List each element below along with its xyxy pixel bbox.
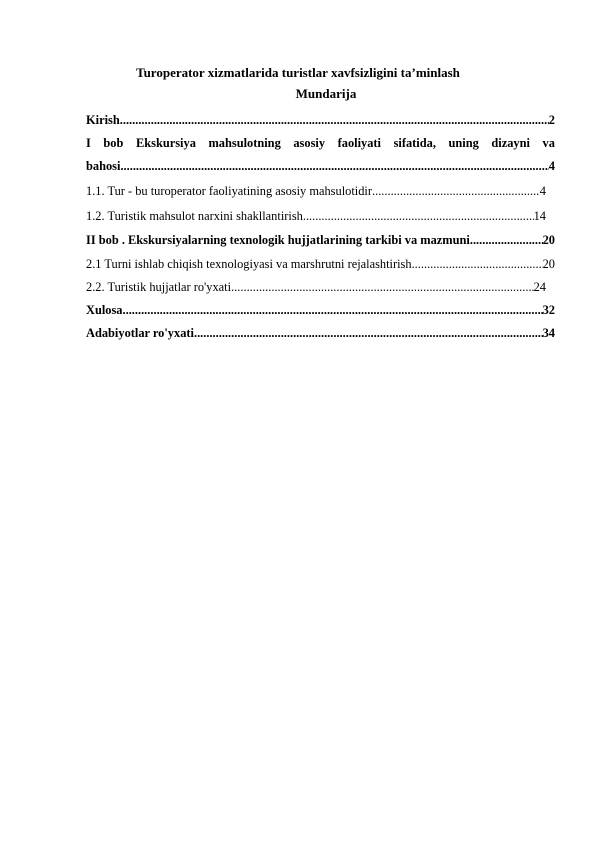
toc-dot-leader (120, 159, 548, 174)
toc-page-number: 20 (542, 257, 555, 271)
toc-entry-label: Xulosa (86, 303, 123, 317)
toc-entry-section-2-2[interactable] (86, 280, 546, 295)
document-title: Turoperator xizmatlarida turistlar xavfsizligini ta’minlash (136, 65, 460, 80)
toc-page-number: 34 (542, 326, 555, 340)
toc-entry-section-1-2[interactable] (86, 209, 546, 224)
toc-word: bob (103, 136, 124, 150)
toc-heading: Mundarija (295, 86, 357, 101)
toc-entry-conclusion[interactable] (86, 303, 555, 318)
toc-entry-label: 2.1 Turni ishlab chiqish texnologiyasi va marshrutni rejalashtirish (86, 257, 412, 271)
toc-page-number: 4 (548, 159, 555, 173)
toc-entry-section-1-1[interactable] (86, 184, 546, 199)
toc-entry-chapter2[interactable] (86, 233, 555, 248)
toc-word: uning (448, 136, 479, 150)
toc-entry-section-2-1[interactable] (86, 257, 555, 272)
toc-word: asosiy (293, 136, 326, 150)
toc-page-number: 4 (539, 184, 546, 198)
toc-dot-leader (194, 326, 543, 341)
toc-entry-chapter1-line2[interactable] (86, 159, 555, 174)
toc-word: dizayni (491, 136, 530, 150)
toc-entry-references[interactable] (86, 326, 555, 341)
toc-word: va (542, 136, 555, 150)
toc-dot-leader (303, 209, 534, 224)
toc-dot-leader (123, 303, 543, 318)
toc-page-number: 14 (533, 209, 546, 223)
toc-entry-intro[interactable] (86, 113, 555, 128)
toc-dot-leader (470, 233, 543, 248)
toc-word: faoliyati (337, 136, 381, 150)
toc-dot-leader (120, 113, 549, 128)
toc-page-number: 2 (548, 113, 555, 127)
toc-word: sifatida, (393, 136, 436, 150)
toc-entry-chapter1-line1[interactable] (86, 136, 555, 151)
toc-word: Ekskursiya (135, 136, 196, 150)
toc-page-number: 32 (542, 303, 555, 317)
toc-entry-label: Adabiyotlar ro'yxati (86, 326, 194, 340)
toc-entry-label: bahosi (86, 159, 121, 173)
toc-dot-leader (231, 280, 534, 295)
toc-word: mahsulotning (208, 136, 281, 150)
toc-entry-label: 1.2. Turistik mahsulot narxini shakllantirish (86, 209, 303, 223)
toc-entry-label: Kirish (86, 113, 120, 127)
toc-entry-label: II bob . Ekskursiyalarning texnologik hujjatlarining tarkibi va mazmuni (86, 233, 470, 247)
toc-dot-leader (372, 184, 540, 199)
toc-word: I (86, 136, 91, 150)
toc-entry-label: 1.1. Tur - bu turoperator faoliyatining asosiy mahsulotidir (86, 184, 372, 198)
toc-page-number: 20 (542, 233, 555, 247)
toc-dot-leader (412, 257, 543, 272)
toc-page-number: 24 (533, 280, 546, 294)
toc-entry-label: 2.2. Turistik hujjatlar ro'yxati (86, 280, 232, 294)
